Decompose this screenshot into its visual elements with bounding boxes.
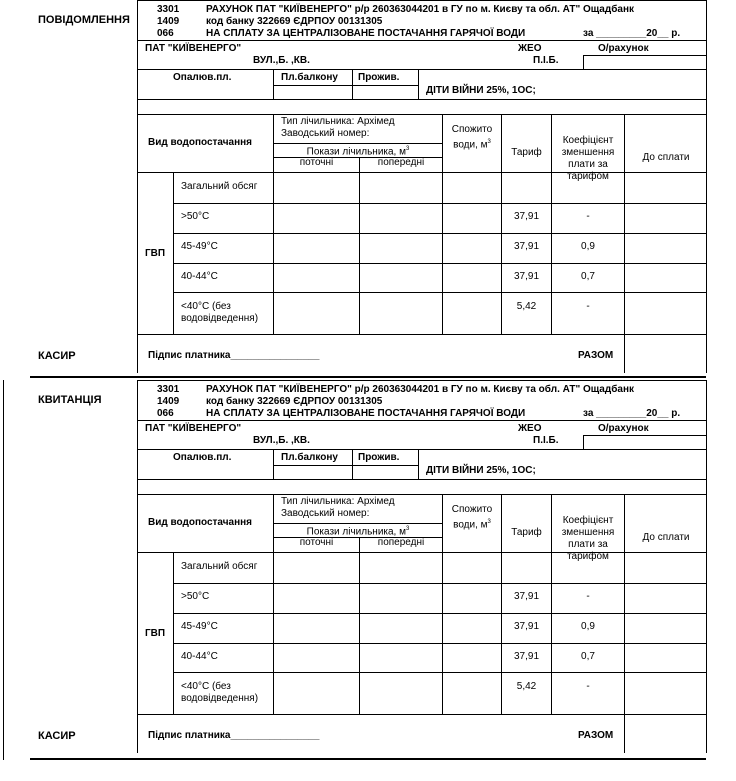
receipt-section: [0, 380, 736, 781]
gvp-label: ГВП: [145, 628, 166, 639]
bottom-line: [30, 758, 706, 760]
benefit-label: ДІТИ ВІЙНИ 25%, 1ОС;: [426, 85, 536, 96]
row-label-45: 45-49°С: [181, 241, 218, 252]
serial-number-label: Заводський номер:: [281, 128, 370, 139]
row-label-total: Загальний обсяг: [181, 561, 258, 572]
row-coef-45: 0,9: [581, 621, 595, 632]
total-label: РАЗОМ: [578, 350, 614, 361]
gvp-label: ГВП: [145, 248, 166, 259]
row-tariff-below40: 5,42: [516, 681, 537, 692]
header-line1: РАХУНОК ПАТ "КИЇВЕНЕРГО" р/р 260363044201 в ГУ по м. Києву та обл. АТ" Ощадбанк: [206, 384, 635, 395]
cashier-label: КАСИР: [38, 730, 76, 742]
header-codes: 3301 1409 066: [157, 384, 180, 419]
to-pay-header: До сплати: [642, 532, 690, 543]
row-label-45: 45-49°С: [181, 621, 218, 632]
zheo-label: ЖЕО: [518, 43, 542, 54]
side-label: КВИТАНЦІЯ: [38, 394, 102, 406]
company-name: ПАТ "КИЇВЕНЕРГО": [145, 423, 242, 434]
heating-area-label: Опалюв.пл.: [173, 72, 232, 83]
pib-label: П.І.Б.: [533, 435, 559, 446]
consumed-header: Спожито води, $м^3$: [451, 124, 493, 151]
header-line2: код банку 322669 ЄДРПОУ 00131305: [206, 16, 383, 27]
side-label: ПОВІДОМЛЕННЯ: [38, 14, 130, 26]
header-line1: РАХУНОК ПАТ "КИЇВЕНЕРГО" р/р 260363044201 в ГУ по м. Києву та обл. АТ" Ощадбанк: [206, 4, 635, 15]
benefit-label: ДІТИ ВІЙНИ 25%, 1ОС;: [426, 465, 536, 476]
row-coef-below40: -: [586, 301, 590, 312]
account-label: О/рахунок: [598, 43, 649, 54]
row-tariff-50: 37,91: [513, 591, 540, 602]
zheo-label: ЖЕО: [518, 423, 542, 434]
cut-line: [30, 376, 706, 378]
supply-type-header: Вид водопостачання: [148, 517, 253, 528]
residents-label: Прожив.: [358, 72, 400, 83]
header-codes: 3301 1409 066: [157, 4, 180, 39]
total-label: РАЗОМ: [578, 730, 614, 741]
readings-header: Покази лічильника, $м^3$: [306, 526, 410, 538]
header-line2: код банку 322669 ЄДРПОУ 00131305: [206, 396, 383, 407]
account-field[interactable]: [583, 55, 707, 70]
row-label-40: 40-44°С: [181, 271, 218, 282]
row-tariff-50: 37,91: [513, 211, 540, 222]
meter-type-label: Тип лічильника: Архімед: [281, 496, 395, 507]
row-tariff-40: 37,91: [513, 651, 540, 662]
row-coef-below40: -: [586, 681, 590, 692]
row-label-50: >50°С: [181, 211, 210, 222]
coef-header: Коефіцієнт зменшення плати за тарифом: [561, 515, 615, 562]
signature-label: Підпис платника________________: [148, 350, 320, 361]
account-label: О/рахунок: [598, 423, 649, 434]
heating-area-label: Опалюв.пл.: [173, 452, 232, 463]
balcony-area-label: Пл.балкону: [281, 72, 338, 83]
residents-label: Прожив.: [358, 452, 400, 463]
top-border: [137, 0, 706, 1]
header-line3: НА СПЛАТУ ЗА ЦЕНТРАЛІЗОВАНЕ ПОСТАЧАННЯ ГАРЯЧОЇ ВОДИ: [206, 408, 526, 419]
row-coef-50: -: [586, 211, 590, 222]
readings-header: Покази лічильника, $м^3$: [306, 146, 410, 158]
previous-header: попередні: [377, 537, 425, 548]
row-tariff-45: 37,91: [513, 621, 540, 632]
account-field[interactable]: [583, 435, 707, 450]
receipt-top-border: [137, 380, 706, 381]
row-label-total: Загальний обсяг: [181, 181, 258, 192]
serial-number-label: Заводський номер:: [281, 508, 370, 519]
address-label: ВУЛ.,Б. ,КВ.: [253, 435, 310, 446]
supply-type-header: Вид водопостачання: [148, 137, 253, 148]
left-margin-line: [3, 380, 4, 760]
period-label: за _________20__ р.: [583, 408, 681, 419]
signature-label: Підпис платника________________: [148, 730, 320, 741]
row-label-below40: <40°С (без водовідведення): [181, 301, 259, 324]
header-line3: НА СПЛАТУ ЗА ЦЕНТРАЛІЗОВАНЕ ПОСТАЧАННЯ ГАРЯЧОЇ ВОДИ: [206, 28, 526, 39]
row-coef-45: 0,9: [581, 241, 595, 252]
row-tariff-45: 37,91: [513, 241, 540, 252]
coef-header: Коефіцієнт зменшення плати за тарифом: [561, 135, 615, 182]
company-name: ПАТ "КИЇВЕНЕРГО": [145, 43, 242, 54]
current-header: поточні: [299, 537, 334, 548]
row-tariff-40: 37,91: [513, 271, 540, 282]
previous-header: попередні: [377, 157, 425, 168]
to-pay-header: До сплати: [642, 152, 690, 163]
period-label: за _________20__ р.: [583, 28, 681, 39]
notice-section: [0, 0, 736, 381]
current-header: поточні: [299, 157, 334, 168]
tariff-header: Тариф: [511, 527, 542, 538]
row-coef-40: 0,7: [581, 651, 595, 662]
meter-type-label: Тип лічильника: Архімед: [281, 116, 395, 127]
row-label-50: >50°С: [181, 591, 210, 602]
tariff-header: Тариф: [511, 147, 542, 158]
row-coef-50: -: [586, 591, 590, 602]
balcony-area-label: Пл.балкону: [281, 452, 338, 463]
row-tariff-below40: 5,42: [516, 301, 537, 312]
row-label-40: 40-44°С: [181, 651, 218, 662]
row-label-below40: <40°С (без водовідведення): [181, 681, 259, 704]
row-coef-40: 0,7: [581, 271, 595, 282]
consumed-header: Спожито води, $м^3$: [451, 504, 493, 531]
address-label: ВУЛ.,Б. ,КВ.: [253, 55, 310, 66]
cashier-label: КАСИР: [38, 350, 76, 362]
pib-label: П.І.Б.: [533, 55, 559, 66]
